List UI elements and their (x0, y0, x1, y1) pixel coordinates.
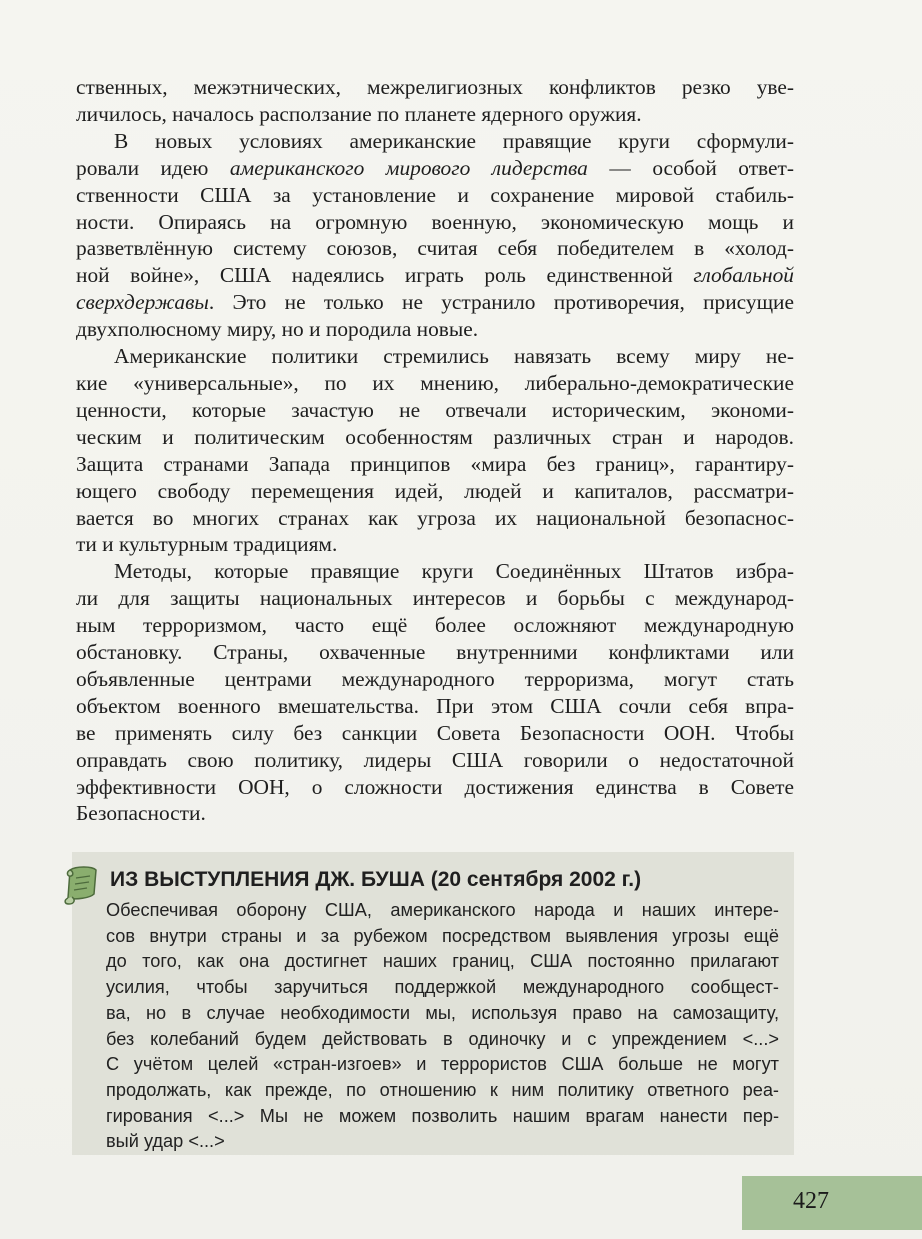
quote-line: без колебаний будем действовать в одиночку и с упреждением <...> (106, 1028, 779, 1049)
text-line: ве применять силу без санкции Совета Безопасности ООН. Чтобы (76, 720, 794, 745)
text-line: ли для защиты национальных интересов и борьбы с международ- (76, 586, 794, 611)
quote-line: вый удар <...> (106, 1131, 225, 1152)
italic-term: сверхдержавы (76, 290, 209, 315)
text-line: ственности США за установление и сохранение мировой стабиль- (76, 182, 794, 207)
main-text (76, 74, 794, 827)
text-line: ности. Опираясь на огромную военную, экономическую мощь и (76, 209, 794, 234)
quote-title: ИЗ ВЫСТУПЛЕНИЯ ДЖ. БУША (20 сентября 2002 г.) (110, 868, 642, 891)
text-line: ственных, межэтнических, межрелигиозных конфликтов резко уве- (76, 75, 794, 99)
text-line: оправдать свою политику, лидеры США говорили о недостаточной (76, 747, 794, 772)
text-line: ческим и политическим особенностям различных стран и народов. (76, 424, 794, 449)
text-line: ти и культурным традициям. (76, 532, 338, 557)
text-line: Безопасности. (76, 801, 206, 826)
text-line: личилось, началось расползание по планете ядерного оружия. (76, 101, 642, 126)
quote-line: ва, но в случае необходимости мы, используя право на самозащиту, (106, 1002, 779, 1023)
text-line: двухполюсному миру, но и породила новые. (76, 317, 479, 342)
text-line: эффективности ООН, о сложности достижения единства в Совете (76, 774, 794, 799)
text-line: Методы, которые правящие круги Соединённых Штатов избра- (114, 559, 794, 584)
quote-line: до того, как она достигнет наших границ, США постоянно прилагают (106, 951, 779, 972)
quote-line: Обеспечивая оборону США, американского народа и наших интере- (106, 900, 779, 920)
text-line: ным терроризмом, часто ещё более осложняют международную (76, 613, 794, 638)
text-line: кие «универсальные», по их мнению, либерально-демократические (76, 370, 794, 395)
quote-line: продолжать, как прежде, по отношению к ним политику ответного реа- (106, 1079, 779, 1100)
text-line: ющего свободу перемещения идей, людей и капиталов, рассматри- (76, 478, 794, 503)
text-line: ценности, которые зачастую не отвечали историческим, экономи- (76, 397, 794, 422)
text-line: вается во многих странах как угроза их национальной безопаснос- (76, 505, 794, 530)
page-number: 427 (793, 1188, 829, 1214)
text-line: объектом военного вмешательства. При этом США сочли себя впра- (76, 693, 794, 718)
scroll-icon (62, 864, 102, 906)
quote-line: усилия, чтобы заручиться поддержкой международного сообщест- (106, 977, 779, 998)
italic-term: американского мирового лидерства (229, 155, 588, 180)
quote-line: гирования <...> Мы не можем позволить нашим врагам нанести пер- (106, 1105, 779, 1126)
text-line: ной войне», США надеялись играть роль единственной глобальной (76, 263, 794, 288)
text-line: Защита странами Запада принципов «мира без границ», гарантиру- (76, 451, 794, 476)
text-line: ровали идею американского мирового лидерства — особой ответ- (76, 155, 794, 180)
text-line: обстановку. Страны, охваченные внутренними конфликтами или (76, 640, 794, 665)
page-number-tab (742, 1176, 922, 1230)
text-line: разветвлённую систему союзов, считая себя победителем в «холод- (76, 236, 794, 261)
text-line: В новых условиях американские правящие круги сформули- (114, 128, 794, 153)
quote-text (106, 898, 779, 1155)
quote-line: сов внутри страны и за рубежом посредством выявления угрозы ещё (106, 925, 779, 946)
text-line: сверхдержавы. Это не только не устранило противоречия, присущие (76, 290, 794, 315)
text-line: Американские политики стремились навязать всему миру не- (114, 344, 794, 369)
quote-line: С учётом целей «стран-изгоев» и террористов США больше не могут (106, 1054, 779, 1075)
text-line: объявленные центрами международного терроризма, могут стать (76, 666, 794, 691)
italic-term: глобальной (693, 263, 794, 288)
